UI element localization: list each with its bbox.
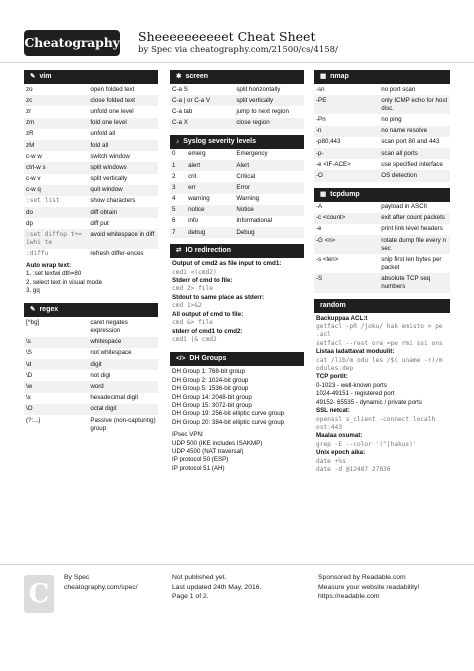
random-code: getfacl -pR /joku/ hak emisto > pe .acl xyxy=(316,323,443,339)
table-row xyxy=(24,218,158,229)
table-cell: err xyxy=(186,182,234,193)
syslog-header xyxy=(170,135,304,149)
random-label: Maalaa osumat: xyxy=(316,432,363,440)
dh-body xyxy=(170,366,304,475)
table-cell: octal digit xyxy=(88,404,158,415)
table-row xyxy=(170,149,304,160)
footer-sponsor xyxy=(318,573,419,602)
table-cell: zc xyxy=(24,95,88,106)
table-cell: digit xyxy=(88,359,158,370)
table-row xyxy=(170,194,304,205)
table-cell: \w xyxy=(24,381,88,392)
table-row xyxy=(24,229,158,248)
byline[interactable]: by Spec via cheatography.com/21500/cs/4158/ xyxy=(138,45,338,55)
table-row xyxy=(24,337,158,348)
table-cell: not whitespace xyxy=(90,349,132,357)
table-cell: \x xyxy=(26,394,31,402)
table-cell: hexadecimal digit xyxy=(90,394,139,402)
regex-box xyxy=(24,303,158,434)
table-cell: avoid whitespace in diff xyxy=(88,229,158,248)
ipsec-line: UDP 4500 (NAT traversal) xyxy=(172,447,244,455)
random-code: grep -E --color '(^|hakus)' xyxy=(316,440,417,448)
random-label: SSL netcat: xyxy=(316,407,350,415)
wrap-title: Auto wrap text: xyxy=(26,261,72,269)
table-row xyxy=(170,84,304,95)
table-cell: 1 xyxy=(170,160,186,171)
table-cell: alert xyxy=(186,160,234,171)
table-cell: zo xyxy=(26,85,33,93)
random-label: Unix epoch aika: xyxy=(316,449,366,457)
random-code: openssl s_client -connect localh ost:443 xyxy=(316,415,436,431)
regex-table xyxy=(24,317,158,434)
table-cell: payload in ASCII xyxy=(381,203,428,211)
vim-box xyxy=(24,70,158,297)
table-cell: \s xyxy=(24,337,88,348)
table-cell: -p- xyxy=(314,148,379,159)
table-cell: Emergency xyxy=(236,150,268,158)
code-icon: </> xyxy=(176,355,186,363)
table-cell: (?:...) xyxy=(26,416,41,424)
table-cell: close folded text xyxy=(88,95,158,106)
table-cell: 3 xyxy=(170,182,186,193)
table-cell: unfold all xyxy=(90,130,116,138)
table-cell: exit after count packets xyxy=(379,213,450,224)
table-cell: info xyxy=(188,217,199,225)
dh-group-line: DH Group 2: 1024-bit group xyxy=(172,376,249,384)
table-cell: c-w v xyxy=(26,175,41,183)
table-row xyxy=(314,126,450,137)
table-cell: -O xyxy=(314,170,379,181)
io-label: stderr of cmd1 to cmd2: xyxy=(172,327,243,335)
random-line: 1024-49151 - registered port xyxy=(316,390,395,398)
ipsec-line: UDP 500 (IKE includes ISAKMP) xyxy=(172,439,263,447)
table-cell: :set diffop t+= iwhi te xyxy=(24,229,88,248)
table-cell: Passive (non-capturing) group xyxy=(90,416,156,432)
table-cell: -p80,443 xyxy=(316,138,341,146)
table-cell: jump to next region xyxy=(236,107,289,115)
table-cell: absolute TCP seq numbers xyxy=(379,273,450,292)
table-cell: word xyxy=(88,381,158,392)
tcpdump-table xyxy=(314,202,450,293)
table-cell: c-w q xyxy=(24,185,88,196)
table-row xyxy=(170,182,304,193)
io-code: cmd &> file xyxy=(172,319,213,327)
table-cell: C-a tab xyxy=(172,107,193,115)
table-cell: notice xyxy=(186,205,234,216)
table-row xyxy=(24,151,158,162)
table-cell: use specified interface xyxy=(381,160,443,168)
io-header xyxy=(170,244,304,258)
table-cell: Informational xyxy=(236,217,273,225)
table-cell: -A xyxy=(316,203,323,211)
table-row xyxy=(24,207,158,218)
page-header xyxy=(0,0,474,63)
random-label: Backuppaa ACL:t xyxy=(316,314,368,322)
table-cell: split windows xyxy=(88,162,158,173)
table-cell: 4 xyxy=(172,195,176,203)
table-cell: open folded text xyxy=(90,85,135,93)
sponsor-tagline: Measure your website readability! xyxy=(318,583,420,591)
table-cell: \d xyxy=(24,359,88,370)
table-cell: zM xyxy=(24,140,88,151)
table-cell: Debug xyxy=(234,227,304,238)
io-title: IO redirection xyxy=(185,247,231,255)
table-row xyxy=(24,196,158,207)
table-cell: emerg xyxy=(188,150,206,158)
table-row xyxy=(24,162,158,173)
table-cell: -c <count> xyxy=(314,213,379,224)
table-cell: C-a | or C-a V xyxy=(170,95,234,106)
nmap-box xyxy=(314,70,450,182)
table-row xyxy=(24,381,158,392)
table-cell: split vertically xyxy=(90,175,128,183)
table-cell: unfold one level xyxy=(90,107,134,115)
column-1 xyxy=(24,70,158,440)
table-row xyxy=(314,84,450,95)
screen-title: screen xyxy=(185,73,209,80)
table-row xyxy=(170,95,304,106)
table-cell: -n xyxy=(314,126,379,137)
wrap-step: 1. :set textwi dth=80 xyxy=(26,270,82,278)
screen-header xyxy=(170,70,304,84)
tcpdump-header xyxy=(314,188,450,202)
table-cell: refresh differ-ences xyxy=(90,250,144,258)
pencil-icon: ✎ xyxy=(30,73,36,80)
table-row xyxy=(314,213,450,224)
table-cell: 5 xyxy=(170,205,186,216)
table-row xyxy=(24,317,158,336)
table-cell: 6 xyxy=(172,217,176,225)
author-badge: C xyxy=(24,575,54,613)
syslog-box xyxy=(170,135,304,239)
table-cell: 0 xyxy=(172,150,176,158)
io-code: cmd 1>&2 xyxy=(172,302,202,310)
table-cell: -sn xyxy=(316,85,325,93)
table-row xyxy=(170,216,304,227)
table-cell: rotate dump file every n sec xyxy=(379,235,450,254)
table-cell: split horizontally xyxy=(236,85,281,93)
random-body xyxy=(314,313,450,477)
table-cell: only ICMP echo for host disc. xyxy=(379,95,450,114)
table-cell: Error xyxy=(234,182,304,193)
table-cell: C-a S xyxy=(172,85,188,93)
footer-meta xyxy=(172,573,261,602)
dh-title: DH Groups xyxy=(189,355,227,363)
sponsor-text[interactable]: Sponsored by Readable.com xyxy=(318,574,406,581)
table-row xyxy=(24,415,158,434)
table-row xyxy=(170,171,304,182)
column-2 xyxy=(170,70,304,481)
random-code: setfacl --rest ore =pe rmi ssi ons xyxy=(316,339,443,347)
table-cell: quit window xyxy=(88,185,158,196)
tcpdump-box xyxy=(314,188,450,293)
table-cell: -G <n> xyxy=(314,235,379,254)
footer-author xyxy=(64,573,138,592)
table-row xyxy=(24,393,158,404)
io-code: cmd1 <(cmd2) xyxy=(172,268,217,276)
nmap-header xyxy=(314,70,450,84)
table-row xyxy=(314,254,450,273)
table-cell: caret negates expression xyxy=(90,319,128,335)
column-3 xyxy=(314,70,450,482)
pencil-icon: ✎ xyxy=(30,306,36,314)
published-status: Not published yet. xyxy=(172,574,227,581)
table-row xyxy=(170,106,304,117)
table-cell: Critical xyxy=(236,172,256,180)
table-cell: -PE xyxy=(314,95,379,114)
table-cell: \D xyxy=(26,371,33,379)
table-row xyxy=(170,205,304,216)
nmap-title: nmap xyxy=(330,73,349,80)
dh-box xyxy=(170,352,304,475)
gear-icon: ✱ xyxy=(176,73,182,80)
grid-icon: ▦ xyxy=(320,190,327,198)
vim-table xyxy=(24,84,158,260)
table-cell: 7 xyxy=(170,227,186,238)
table-cell: -e xyxy=(316,225,322,233)
grid-icon: ▦ xyxy=(320,73,327,80)
table-row xyxy=(24,370,158,381)
table-row xyxy=(314,159,450,170)
random-title: random xyxy=(320,301,346,309)
table-cell: switch window xyxy=(90,152,130,160)
random-label: TCP portit: xyxy=(316,373,348,381)
table-row xyxy=(24,140,158,151)
table-cell: :set list xyxy=(26,197,60,205)
dh-group-line: DH Group 19: 256-bit elliptic curve group xyxy=(172,410,285,418)
table-cell: scan port 80 and 443 xyxy=(381,138,440,146)
cheatography-logo[interactable]: Cheatography xyxy=(24,30,120,56)
table-row xyxy=(170,118,304,129)
table-cell: debug xyxy=(186,227,234,238)
table-row xyxy=(314,148,450,159)
table-cell: diff put xyxy=(90,219,109,227)
io-code: cmd1 |& cmd2 xyxy=(172,335,217,343)
page-number: Page 1 of 2. xyxy=(172,593,209,601)
table-cell: close region xyxy=(234,118,304,129)
table-cell: fold one level xyxy=(88,118,158,129)
syslog-table xyxy=(170,149,304,239)
table-row xyxy=(24,84,158,95)
io-label: Stdout to same place as stderr: xyxy=(172,293,265,301)
sponsor-link[interactable]: https://readable.com xyxy=(318,593,380,601)
table-row xyxy=(170,160,304,171)
shuffle-icon: ⇄ xyxy=(176,247,182,255)
table-cell: -e <IF-ACE> xyxy=(316,160,351,168)
io-label: All output of cmd to file: xyxy=(172,310,244,318)
io-code: cmd 2> file xyxy=(172,285,213,293)
vim-header xyxy=(24,70,158,84)
last-updated: Last updated 24th May, 2016. xyxy=(172,583,262,591)
table-cell: crit xyxy=(188,172,197,180)
dh-group-line: DH Group 14: 2048-bit group xyxy=(172,393,252,401)
ipsec-line: IP protocol 50 (ESP) xyxy=(172,456,229,464)
table-cell: dp xyxy=(26,219,33,227)
table-cell: ctrl-w s xyxy=(24,162,88,173)
random-code: date +%s xyxy=(316,457,346,465)
random-line: 0-1023 - well-known ports xyxy=(316,381,387,389)
table-cell: 2 xyxy=(172,172,176,180)
table-row xyxy=(314,137,450,148)
table-row xyxy=(24,249,158,260)
io-label: Output of cmd2 as file input to cmd1: xyxy=(172,260,282,268)
table-row xyxy=(170,227,304,238)
screen-table xyxy=(170,84,304,129)
ipsec-title: IPsec VPN: xyxy=(172,431,204,439)
table-cell: zm xyxy=(24,118,88,129)
random-box xyxy=(314,299,450,477)
table-cell: Alert xyxy=(234,160,304,171)
table-row xyxy=(314,202,450,213)
random-code: cat /lib/m odu les /$( uname -r)/m odules.dep xyxy=(316,356,443,373)
table-cell: print link level headers xyxy=(381,225,443,233)
table-cell: OS detection xyxy=(379,170,450,181)
table-cell: scan all ports xyxy=(379,148,450,159)
nmap-table xyxy=(314,84,450,182)
table-row xyxy=(314,235,450,254)
table-cell: \S xyxy=(26,349,32,357)
table-cell: \O xyxy=(24,404,88,415)
table-row xyxy=(24,106,158,117)
table-row xyxy=(24,359,158,370)
table-cell: zr xyxy=(26,107,32,115)
dh-group-line: DH Group 20: 384-bit elliptic curve group xyxy=(172,418,285,426)
table-cell: Warning xyxy=(236,195,260,203)
page-footer xyxy=(0,564,474,671)
table-row xyxy=(314,114,450,125)
io-body xyxy=(170,258,304,346)
table-cell: C-a X xyxy=(170,118,234,129)
table-row xyxy=(24,129,158,140)
io-label: Stderr of cmd to file: xyxy=(172,277,233,285)
table-row xyxy=(314,95,450,114)
table-row xyxy=(314,170,450,181)
tcpdump-title: tcpdump xyxy=(330,190,360,198)
table-row xyxy=(24,348,158,359)
table-cell: not digi xyxy=(90,371,111,379)
random-code: date -d @12487 27836 xyxy=(316,465,391,473)
table-cell: snip first len bytes per packet xyxy=(381,255,442,271)
table-cell: do xyxy=(24,207,88,218)
ipsec-line: IP protocol 51 (AH) xyxy=(172,464,225,472)
table-cell: -Pn xyxy=(316,115,326,123)
table-cell: [^bg] xyxy=(26,319,40,327)
dh-group-line: DH Group 15: 3072-bit group xyxy=(172,401,252,409)
table-cell: warning xyxy=(188,195,210,203)
table-cell: no name resolve xyxy=(379,126,450,137)
table-row xyxy=(314,224,450,235)
wrap-step: 2. select text in visual mode xyxy=(26,278,103,286)
table-cell: no ping xyxy=(381,115,402,123)
table-row xyxy=(24,118,158,129)
table-row xyxy=(314,273,450,292)
table-cell: zR xyxy=(26,130,34,138)
author-link[interactable]: cheatography.com/spec/ xyxy=(64,583,138,591)
syslog-title: Syslog severity levels xyxy=(183,137,257,145)
regex-title: regex xyxy=(39,306,59,314)
table-row xyxy=(24,185,158,196)
table-cell: whitespace xyxy=(88,337,158,348)
vim-title: vim xyxy=(39,73,52,80)
wrap-section xyxy=(24,260,158,298)
dh-header xyxy=(170,352,304,366)
table-cell: :diffu xyxy=(26,250,49,258)
random-header xyxy=(314,299,450,313)
random-label: Listaa ladattavat moduulit: xyxy=(316,348,395,356)
bell-icon: ♪ xyxy=(176,137,180,145)
table-cell: -s <len> xyxy=(316,255,339,263)
dh-group-line: DH Group 1: 768-bit group xyxy=(172,368,245,376)
io-box xyxy=(170,244,304,346)
table-cell: diff obtain xyxy=(88,207,158,218)
table-cell: c-w w xyxy=(26,152,42,160)
screen-box xyxy=(170,70,304,129)
table-cell: split vertically xyxy=(234,95,304,106)
table-row xyxy=(24,174,158,185)
table-cell: fold all xyxy=(88,140,158,151)
table-row xyxy=(24,95,158,106)
regex-header xyxy=(24,303,158,317)
table-row xyxy=(24,404,158,415)
page-title: Sheeeeeeeeeet Cheat Sheet xyxy=(138,29,316,44)
table-cell: -S xyxy=(314,273,379,292)
random-line: 49152- 65535 - dynamic / private ports xyxy=(316,398,422,406)
wrap-step: 3. gq xyxy=(26,287,40,295)
dh-group-line: DH Group 5: 1536-bit group xyxy=(172,385,249,393)
table-cell: no port scan xyxy=(381,85,416,93)
author-name[interactable]: By Spec xyxy=(64,574,90,581)
table-cell: show characters xyxy=(90,197,136,205)
table-cell: Notice xyxy=(234,205,304,216)
